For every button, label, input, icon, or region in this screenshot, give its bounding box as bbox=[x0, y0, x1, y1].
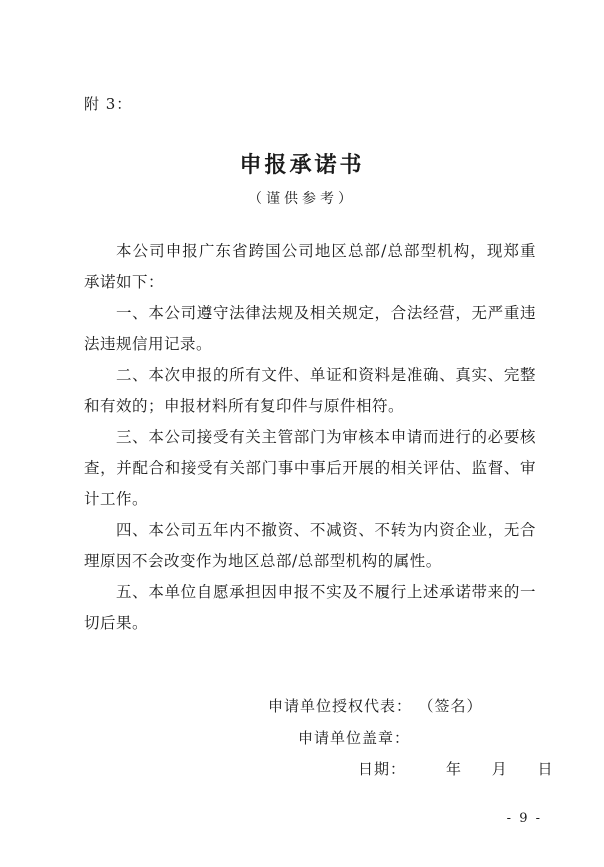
signature-seal-line bbox=[298, 727, 410, 748]
body-paragraph: 二、本次申报的所有文件、单证和资料是准确、真实、完整和有效的；申报材料所有复印件与原件相符。 bbox=[84, 366, 536, 415]
representative-label: 申请单位授权代表： bbox=[268, 697, 413, 715]
document-title: 申报承诺书 bbox=[239, 152, 365, 178]
document-body bbox=[84, 236, 536, 639]
date-field: 年 月 日 bbox=[446, 760, 559, 778]
body-paragraph: 一、本公司遵守法律法规及相关规定，合法经营，无严重违法违规信用记录。 bbox=[84, 304, 536, 353]
document-subtitle: （谨供参考） bbox=[248, 191, 356, 207]
date-label: 日期： bbox=[358, 760, 407, 778]
body-paragraph: 五、本单位自愿承担因申报不实及不履行上述承诺带来的一切后果。 bbox=[84, 583, 536, 632]
page-number: - 9 - bbox=[506, 811, 542, 826]
body-paragraph: 本公司申报广东省跨国公司地区总部/总部型机构，现郑重承诺如下： bbox=[84, 242, 536, 291]
body-paragraph: 四、本公司五年内不撤资、不减资、不转为内资企业，无合理原因不会改变作为地区总部/总部型机构的属性。 bbox=[84, 521, 536, 570]
signature-date-line bbox=[358, 758, 559, 779]
body-paragraph: 三、本公司接受有关主管部门为审核本申请而进行的必要核查，并配合和接受有关部门事中事后开展的相关评估、监督、审计工作。 bbox=[84, 428, 536, 508]
representative-signature-field: （签名） bbox=[426, 697, 483, 715]
signature-representative-line bbox=[268, 695, 483, 716]
seal-label: 申请单位盖章： bbox=[298, 729, 411, 747]
attachment-label: 附 3： bbox=[84, 95, 133, 113]
